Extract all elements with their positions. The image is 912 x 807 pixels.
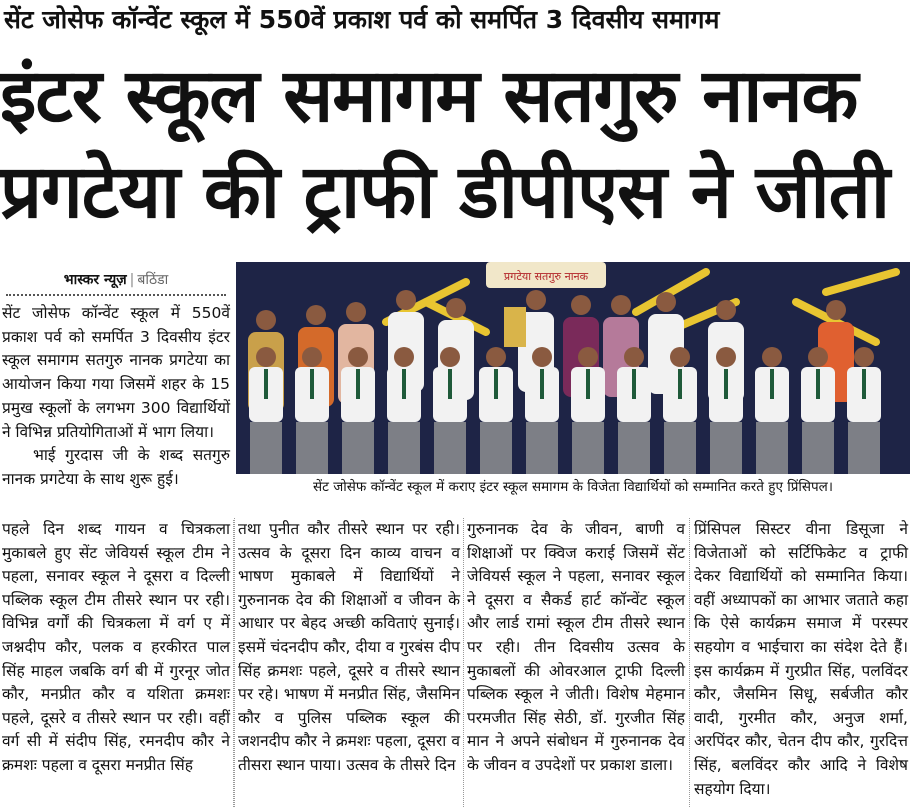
student-skirt — [342, 422, 374, 474]
student-head — [670, 347, 690, 367]
person-head — [346, 302, 366, 322]
body-column-1 — [2, 518, 230, 807]
byline-source: भास्कर न्यूज़ — [63, 272, 127, 288]
person-head — [446, 298, 466, 318]
body-paragraph: प्रिंसिपल सिस्टर वीना डिसूजा ने विजेताओं को सर्टिफिकेट व ट्राफी देकर विद्यार्थियों को सम्मानित किया। वहीं अध्यापकों का आभार जताते कहा कि ऐसे कार्यक्रम समाज में परस्पर सहयोग व भाईचारा का संदेश देते हैं। इस कार्यक्रम में गुरप्रीत सिंह, पलविंदर कौर, जैसमिन सिधू, सर्बजीत कौर वादी, गुरमीत कौर, अनुज शर्मा, अरपिंदर कौर, चेतन दीप कौर, गुरदित्त सिंह, बलविंदर कौर आदि ने विशेष सहयोग दिया। — [694, 520, 908, 798]
body-column-3 — [467, 518, 685, 807]
student-skirt — [848, 422, 880, 474]
student-skirt — [388, 422, 420, 474]
byline — [6, 262, 226, 296]
student-tie — [448, 369, 452, 399]
byline-city: बठिंडा — [137, 272, 169, 288]
group-photo-illustration — [236, 262, 910, 474]
student-head — [762, 347, 782, 367]
photo-caption: सेंट जोसेफ कॉन्वेंट स्कूल में कराए इंटर स्कूल समागम के विजेता विद्यार्थियों को सम्मानित करते हुए प्रिंसिपल। — [313, 479, 833, 495]
person-head — [306, 305, 326, 325]
student-head — [716, 347, 736, 367]
student-head — [486, 347, 506, 367]
headline-line-2: प्रगटेया की ट्राफी डीपीएस ने जीती — [0, 149, 890, 235]
lead-paragraph: सेंट जोसेफ कॉन्वेंट स्कूल में 550वें प्रकाश पर्व को समर्पित 3 दिवसीय इंटर स्कूल समागम सतगुरु नानक प्रगटेया का आयोजन किया गया जिसमें शहर के 15 प्रमुख स्कूलों के लगभग 300 विद्यार्थियों ने विभिन्न प्रतियोगिताओं में भाग लिया। — [2, 304, 230, 441]
student-head — [394, 347, 414, 367]
student-tie — [356, 369, 360, 399]
lead-paragraph-2: भाई गुरदास जी के शब्द सतगुरु नानक प्रगटेया के साथ शुरू हुई। — [2, 446, 230, 488]
person-head — [396, 290, 416, 310]
headline-line-1: इंटर स्कूल समागम सतगुरु नानक — [0, 53, 858, 139]
student-tie — [862, 369, 866, 399]
main-headline — [0, 48, 912, 240]
student-skirt — [296, 422, 328, 474]
lead-column — [2, 262, 230, 492]
column-divider — [463, 518, 464, 807]
column-divider — [234, 518, 235, 807]
student-head — [854, 347, 874, 367]
student-skirt — [572, 422, 604, 474]
person-head — [526, 290, 546, 310]
body-column-2 — [238, 518, 460, 807]
student-tie — [770, 369, 774, 399]
student-skirt — [710, 422, 742, 474]
person-head — [826, 300, 846, 320]
person-head — [256, 310, 276, 330]
student-skirt — [250, 422, 282, 474]
student-skirt — [802, 422, 834, 474]
student-tie — [586, 369, 590, 399]
body-paragraph: तथा पुनीत कौर तीसरे स्थान पर रही। उत्सव के दूसरा दिन काव्य वाचन व भाषण मुकाबले में विद्यार्थियों ने गुरुनानक देव की शिक्षाओं व जीवन के आधार पर बेहद अच्छी कविताएं सुनाई। इसमें चंदनदीप कौर, दीया व गुरबंस दीप सिंह क्रमशः पहले, दूसरे व तीसरे स्थान पर रहे। भाषण में मनप्रीत सिंह, जैसमिन कौर व पुलिस पब्लिक स्कूल की जशनदीप कौर ने क्रमशः पहला, दूसरा व तीसरा स्थान पाया। उत्सव के तीसरे दिन — [238, 520, 460, 774]
column-divider — [689, 518, 690, 807]
person-head — [716, 300, 736, 320]
student-head — [624, 347, 644, 367]
student-tie — [816, 369, 820, 399]
student-head — [256, 347, 276, 367]
student-tie — [540, 369, 544, 399]
student-head — [808, 347, 828, 367]
student-skirt — [480, 422, 512, 474]
stage-banner-text: प्रगटेया सतगुरु नानक — [503, 270, 589, 283]
kicker-headline: सेंट जोसेफ कॉन्वेंट स्कूल में 550वें प्रकाश पर्व को समर्पित 3 दिवसीय समागम — [4, 5, 720, 34]
student-head — [578, 347, 598, 367]
student-tie — [678, 369, 682, 399]
student-tie — [632, 369, 636, 399]
student-skirt — [756, 422, 788, 474]
byline-divider: | — [129, 272, 135, 288]
news-photo — [236, 262, 910, 474]
article-body — [0, 518, 912, 807]
trophy — [504, 307, 526, 347]
student-tie — [494, 369, 498, 399]
student-skirt — [526, 422, 558, 474]
person-head — [656, 292, 676, 312]
student-tie — [402, 369, 406, 399]
student-tie — [310, 369, 314, 399]
person-head — [611, 295, 631, 315]
student-skirt — [434, 422, 466, 474]
student-head — [532, 347, 552, 367]
student-skirt — [618, 422, 650, 474]
body-paragraph: गुरुनानक देव के जीवन, बाणी व शिक्षाओं पर क्विज कराई जिसमें सेंट जेवियर्स स्कूल ने पहला, सनावर स्कूल ने दूसरा व सैकर्ड हार्ट कॉन्वेंट स्कूल और लार्ड रामां स्कूल टीम तीसरे स्थान पर रही। तीन दिवसीय उत्सव के मुकाबलों की ओवरआल ट्राफी दिल्ली पब्लिक स्कूल ने जीती। विशेष मेहमान परमजीत सिंह सेठी, डॉ. गुरजीत सिंह मान ने अपने संबोधन में गुरुनानक देव के जीवन व उपदेशों पर प्रकाश डाला। — [467, 520, 685, 774]
student-head — [348, 347, 368, 367]
student-head — [302, 347, 322, 367]
student-skirt — [664, 422, 696, 474]
body-paragraph: पहले दिन शब्द गायन व चित्रकला मुकाबले हुए सेंट जेवियर्स स्कूल टीम ने पहला, सनावर स्कूल ने दूसरा व दिल्ली पब्लिक स्कूल टीम तीसरे स्थान पर रही। विभिन्न वर्गों की चित्रकला में वर्ग ए में जश्नदीप कौर, पलक व हरकीरत पाल सिंह माहल जबकि वर्ग बी में गुरनूर जोत कौर, मनप्रीत कौर व यशिता क्रमशः पहले, दूसरे व तीसरे स्थान पर रही। वहीं वर्ग सी में संदीप सिंह, रमनदीप कौर ने क्रमशः पहला व दूसरा मनप्रीत सिंह — [2, 520, 230, 774]
student-tie — [724, 369, 728, 399]
student-tie — [264, 369, 268, 399]
student-head — [440, 347, 460, 367]
body-column-4 — [694, 518, 908, 807]
person-head — [571, 295, 591, 315]
